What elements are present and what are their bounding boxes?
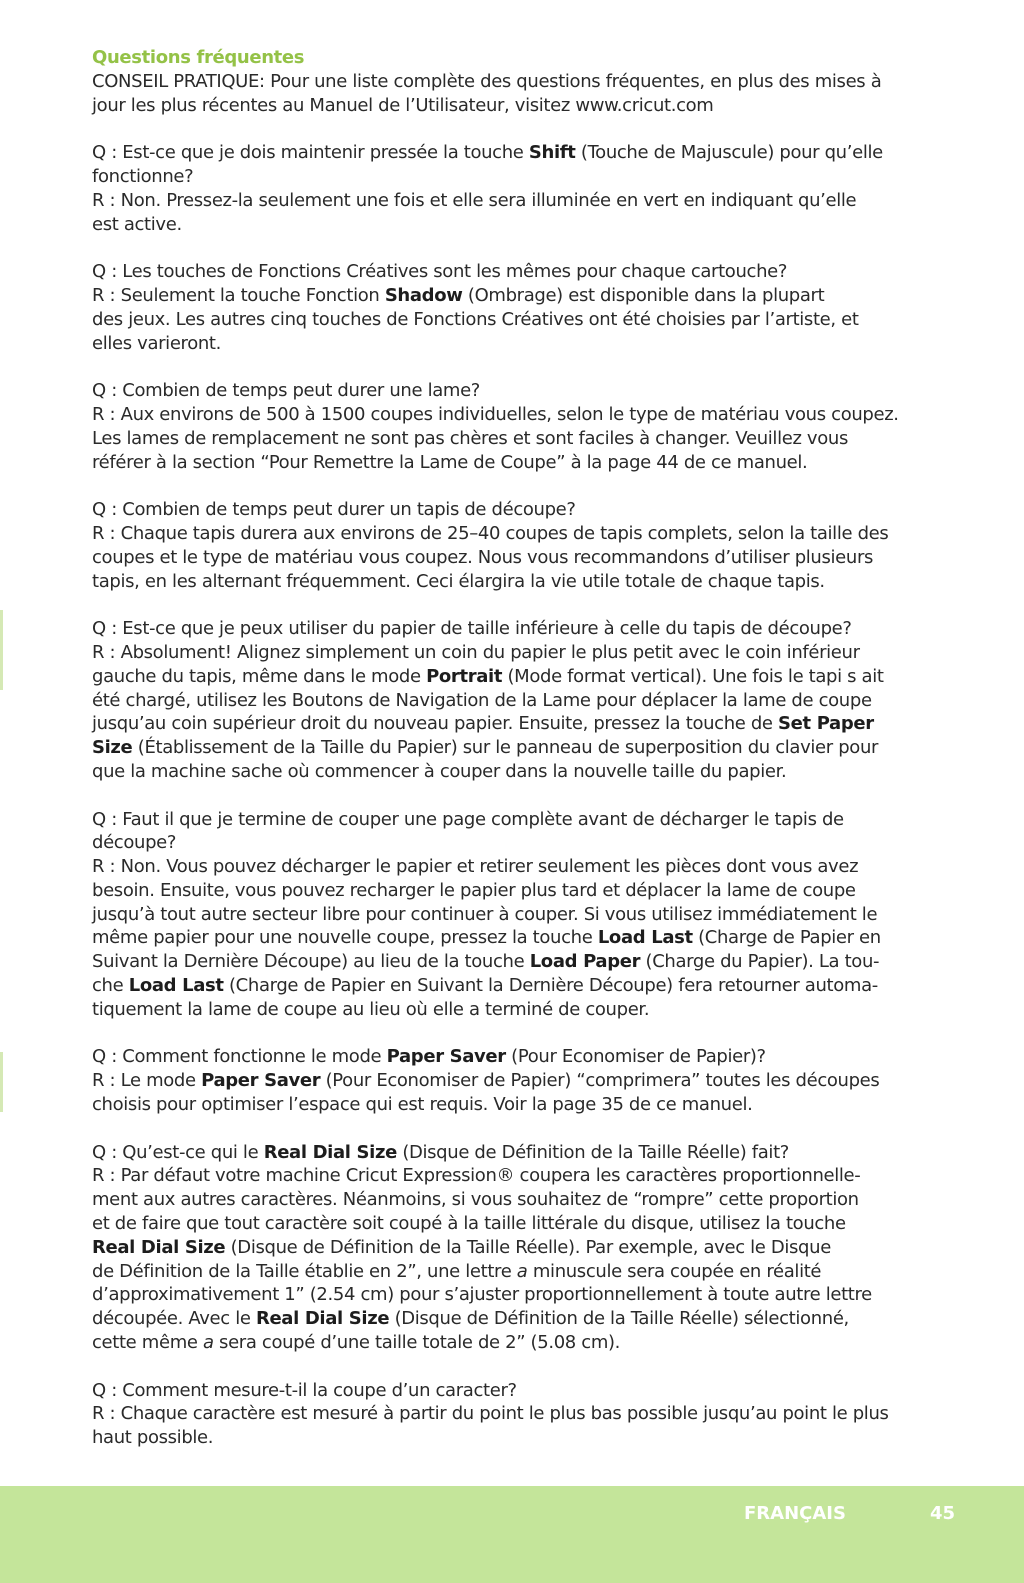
faq-line: et de faire que tout caractère soit coupé à la taille littérale du disque, utilisez la touche xyxy=(92,1213,846,1235)
faq-line: Q : Comment fonctionne le mode Paper Saver (Pour Economiser de Papier)? xyxy=(92,1046,766,1068)
paragraph-gap xyxy=(92,474,992,498)
faq-line: tiquement la lame de coupe au lieu où elle a terminé de couper. xyxy=(92,998,650,1020)
paragraph-gap xyxy=(92,1117,992,1141)
faq-line: jusqu’à tout autre secteur libre pour continuer à couper. Si vous utilisez immédiatement le xyxy=(92,903,878,925)
faq-line: Suivant la Dernière Découpe) au lieu de la touche Load Paper (Charge du Papier). La tou- xyxy=(92,951,880,973)
faq-item xyxy=(92,260,992,355)
faq-line: R : Seulement la touche Fonction Shadow (Ombrage) est disponible dans la plupart xyxy=(92,284,825,306)
faq-item xyxy=(92,617,992,784)
paragraph-gap xyxy=(92,236,992,260)
faq-line: cette même a sera coupé d’une taille totale de 2” (5.08 cm). xyxy=(92,1332,621,1354)
italic-term: a xyxy=(202,1332,214,1354)
faq-line: Q : Est-ce que je dois maintenir pressée la touche Shift (Touche de Majuscule) pour qu’elle xyxy=(92,142,883,164)
tip-line: jour les plus récentes au Manuel de l’Utilisateur, visitez www.cricut.com xyxy=(92,94,714,116)
paragraph-gap xyxy=(92,1355,992,1379)
faq-list xyxy=(92,117,992,1450)
faq-line: R : Le mode Paper Saver (Pour Economiser de Papier) “comprimera” toutes les découpes xyxy=(92,1070,880,1092)
faq-item xyxy=(92,498,992,593)
faq-line: ment aux autres caractères. Néanmoins, si vous souhaitez de “rompre” cette proportion xyxy=(92,1189,859,1211)
paragraph-gap xyxy=(92,593,992,617)
faq-line: coupes et le type de matériau vous coupez. Nous vous recommandons d’utiliser plusieurs xyxy=(92,546,874,568)
faq-line: de Définition de la Taille établie en 2”, une lettre a minuscule sera coupée en réalité xyxy=(92,1260,822,1282)
faq-line: R : Chaque tapis durera aux environs de 25–40 coupes de tapis complets, selon la taille des xyxy=(92,522,889,544)
faq-line: gauche du tapis, même dans le mode Portrait (Mode format vertical). Une fois le tapi s ait xyxy=(92,665,884,687)
faq-line: R : Chaque caractère est mesuré à partir du point le plus bas possible jusqu’au point le plus xyxy=(92,1403,889,1425)
margin-marker-top xyxy=(0,610,3,690)
faq-line: que la machine sache où commencer à couper dans la nouvelle taille du papier. xyxy=(92,760,787,782)
faq-line: Q : Les touches de Fonctions Créatives sont les mêmes pour chaque cartouche? xyxy=(92,261,788,283)
faq-line: choisis pour optimiser l’espace qui est requis. Voir la page 35 de ce manuel. xyxy=(92,1094,753,1116)
faq-line: R : Non. Vous pouvez décharger le papier et retirer seulement les pièces dont vous avez xyxy=(92,856,859,878)
faq-line: R : Non. Pressez-la seulement une fois et elle sera illuminée en vert en indiquant qu’elle xyxy=(92,189,857,211)
faq-line: R : Absolument! Alignez simplement un coin du papier le plus petit avec le coin inférieur xyxy=(92,641,860,663)
bold-term: Load Last xyxy=(128,975,224,997)
bold-term: Real Dial Size xyxy=(92,1236,226,1258)
faq-line: été chargé, utilisez les Boutons de Navigation de la Lame pour déplacer la lame de coupe xyxy=(92,689,872,711)
faq-line: besoin. Ensuite, vous pouvez recharger le papier plus tard et déplacer la lame de coupe xyxy=(92,879,856,901)
faq-line: Size (Établissement de la Taille du Papier) sur le panneau de superposition du clavier pour xyxy=(92,737,879,759)
bold-term: Real Dial Size xyxy=(255,1308,390,1330)
faq-line: Q : Est-ce que je peux utiliser du papier de taille inférieure à celle du tapis de découpe? xyxy=(92,618,852,640)
faq-line: référer à la section “Pour Remettre la Lame de Coupe” à la page 44 de ce manuel. xyxy=(92,451,808,473)
bold-term: Paper Saver xyxy=(386,1046,506,1068)
footer-language: FRANÇAIS xyxy=(744,1503,846,1524)
bold-term: Size xyxy=(92,737,133,759)
faq-line: elles varieront. xyxy=(92,332,222,354)
faq-line: Q : Faut il que je termine de couper une page complète avant de décharger le tapis de xyxy=(92,808,844,830)
faq-line: Q : Combien de temps peut durer une lame? xyxy=(92,380,481,402)
faq-item xyxy=(92,141,992,236)
tip-line: CONSEIL PRATIQUE: Pour une liste complète des questions fréquentes, en plus des mises à xyxy=(92,70,882,92)
bold-term: Paper Saver xyxy=(201,1070,321,1092)
bold-term: Shift xyxy=(528,142,576,164)
faq-item xyxy=(92,1141,992,1355)
bold-term: Portrait xyxy=(426,665,503,687)
margin-marker-bottom xyxy=(0,1052,3,1112)
faq-content xyxy=(92,46,992,1450)
faq-item xyxy=(92,1379,992,1450)
faq-line: Q : Combien de temps peut durer un tapis de découpe? xyxy=(92,499,576,521)
paragraph-gap xyxy=(92,355,992,379)
faq-line: R : Aux environs de 500 à 1500 coupes individuelles, selon le type de matériau vous coupez. xyxy=(92,403,899,425)
faq-line: R : Par défaut votre machine Cricut Expression® coupera les caractères proportionnelle- xyxy=(92,1165,861,1187)
faq-line: Q : Qu’est-ce qui le Real Dial Size (Disque de Définition de la Taille Réelle) fait? xyxy=(92,1141,789,1163)
faq-line: découpée. Avec le Real Dial Size (Disque de Définition de la Taille Réelle) sélectionné, xyxy=(92,1308,849,1330)
faq-item xyxy=(92,1045,992,1116)
footer-band xyxy=(0,1486,1024,1583)
faq-line: des jeux. Les autres cinq touches de Fonctions Créatives ont été choisies par l’artiste, et xyxy=(92,308,859,330)
paragraph-gap xyxy=(92,117,992,141)
italic-term: a xyxy=(516,1260,528,1282)
bold-term: Load Last xyxy=(597,927,693,949)
page-number: 45 xyxy=(930,1503,956,1524)
paragraph-gap xyxy=(92,1022,992,1046)
bold-term: Load Paper xyxy=(529,951,641,973)
faq-line: che Load Last (Charge de Papier en Suivant la Dernière Découpe) fera retourner automa- xyxy=(92,975,878,997)
faq-line: d’approximativement 1” (2.54 cm) pour s’ajuster proportionnellement à toute autre lettre xyxy=(92,1284,872,1306)
practical-tip xyxy=(92,70,992,118)
faq-line: fonctionne? xyxy=(92,165,194,187)
bold-term: Real Dial Size xyxy=(263,1141,397,1163)
faq-line: découpe? xyxy=(92,832,177,854)
faq-line: est active. xyxy=(92,213,182,235)
bold-term: Set Paper xyxy=(778,713,874,735)
faq-item xyxy=(92,379,992,474)
faq-line: même papier pour une nouvelle coupe, pressez la touche Load Last (Charge de Papier en xyxy=(92,927,881,949)
faq-line: Real Dial Size (Disque de Définition de la Taille Réelle). Par exemple, avec le Disque xyxy=(92,1236,831,1258)
bold-term: Shadow xyxy=(384,284,463,306)
page-heading: Questions fréquentes xyxy=(92,47,305,68)
paragraph-gap xyxy=(92,784,992,808)
faq-line: jusqu’au coin supérieur droit du nouveau papier. Ensuite, pressez la touche de Set Paper xyxy=(92,713,874,735)
faq-line: haut possible. xyxy=(92,1427,214,1449)
faq-line: tapis, en les alternant fréquemment. Ceci élargira la vie utile totale de chaque tapis. xyxy=(92,570,825,592)
faq-line: Q : Comment mesure-t-il la coupe d’un caracter? xyxy=(92,1379,517,1401)
faq-item xyxy=(92,808,992,1022)
faq-line: Les lames de remplacement ne sont pas chères et sont faciles à changer. Veuillez vous xyxy=(92,427,848,449)
